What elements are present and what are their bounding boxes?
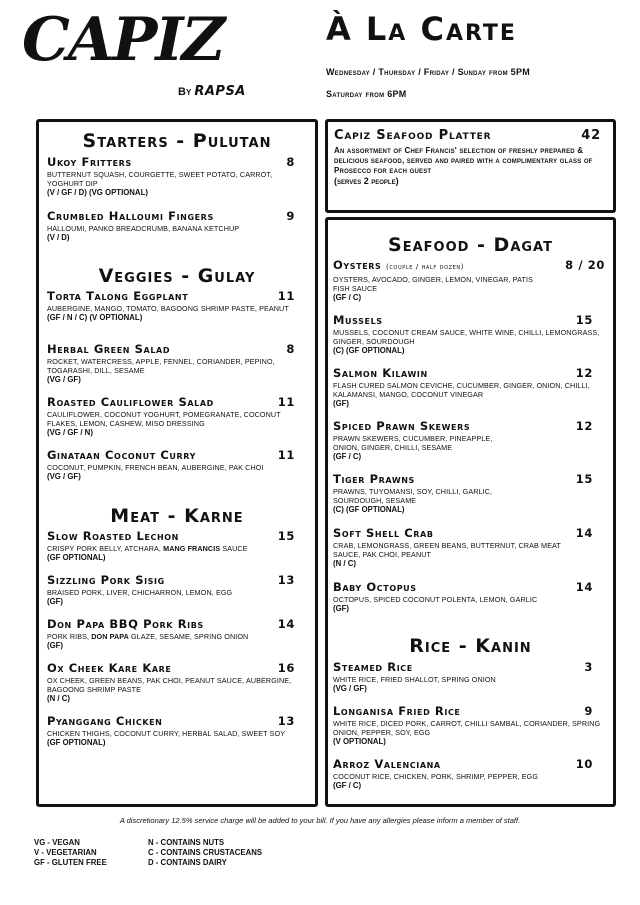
item-tag: (VG / GF / N) — [47, 428, 93, 437]
item-name: Spiced Prawn Skewers — [333, 419, 471, 433]
starters-heading: Starters - Pulutan — [82, 130, 272, 152]
page-title: À La Carte — [326, 10, 517, 48]
menu-item — [333, 580, 605, 614]
item-name: Baby Octopus — [333, 580, 417, 594]
item-desc: OX CHEEK, GREEN BEANS, PAK CHOI, PEANUT SAUCE, AUBERGINE, BAGOONG SHRIMP PASTE — [47, 676, 292, 694]
legend-entry: C - CONTAINS CRUSTACEANS — [148, 848, 263, 857]
item-tag: (GF) — [333, 604, 350, 613]
menu-item — [47, 714, 307, 748]
item-tag: (V OPTIONAL) — [333, 737, 386, 746]
item-name: Slow Roasted Lechon — [47, 529, 179, 543]
item-desc: PRAWNS, TUYOMANSI, SOY, CHILLI, GARLIC, SOURDOUGH, SESAME — [333, 487, 493, 505]
legend-entry: VG - VEGAN — [34, 838, 80, 847]
item-name: Sizzling Pork Sisig — [47, 573, 165, 587]
seafood-heading: Seafood - Dagat — [388, 234, 553, 256]
meat-heading: Meat - Karne — [110, 505, 244, 527]
item-desc: WHITE RICE, FRIED SHALLOT, SPRING ONION — [333, 675, 496, 684]
item-desc: OCTOPUS, SPICED COCONUT POLENTA, LEMON, GARLIC — [333, 595, 538, 604]
legend-entry: N - CONTAINS NUTS — [148, 838, 225, 847]
item-price: 8 — [286, 342, 295, 356]
item-name: Ukoy Fritters — [47, 155, 132, 169]
menu-item — [47, 342, 307, 385]
menu-item — [47, 155, 307, 198]
item-desc: CAULIFLOWER, COCONUT YOGHURT, POMEGRANATE, COCONUT FLAKES, LEMON, CASHEW, MISO DRESSING — [47, 410, 281, 428]
platter-price: 42 — [581, 128, 601, 143]
item-price: 14 — [277, 617, 295, 631]
item-tag: (GF OPTIONAL) — [47, 553, 106, 562]
menu-item — [47, 289, 307, 323]
item-price: 13 — [277, 714, 295, 728]
item-tag: (C) (GF OPTIONAL) — [333, 346, 405, 355]
item-name: Roasted Cauliflower Salad — [47, 395, 214, 409]
legend-entry: GF - GLUTEN FREE — [34, 858, 107, 867]
seafood-platter-panel — [325, 119, 616, 213]
menu-item — [47, 448, 307, 482]
menu-item — [47, 395, 307, 438]
menu-item — [47, 209, 307, 243]
hours-weekday: Wednesday / Thursday / Friday / Sunday from 5PM — [326, 67, 531, 77]
item-desc: CRAB, LEMONGRASS, GREEN BEANS, BUTTERNUT, CRAB MEAT SAUCE, PAK CHOI, PEANUT — [333, 541, 561, 559]
desc-part: GLAZE, SESAME, SPRING ONION — [128, 632, 249, 641]
item-name: Soft Shell Crab — [333, 526, 434, 540]
menu-item — [333, 526, 605, 569]
item-price: 11 — [277, 289, 295, 303]
rice-heading: Rice - Kanin — [409, 635, 532, 657]
desc-part: SAUCE — [220, 544, 248, 553]
legend-entry: V - VEGETARIAN — [34, 848, 97, 857]
item-name: Steamed Rice — [333, 660, 413, 674]
platter-tag: (serves 2 people) — [334, 176, 399, 186]
item-price: 10 — [575, 757, 593, 771]
item-tag: (C) (GF OPTIONAL) — [333, 505, 405, 514]
item-price: 3 — [584, 660, 593, 674]
platter-name: Capiz Seafood Platter — [334, 128, 492, 143]
left-menu-panel — [36, 119, 318, 807]
platter-desc: An assortment of Chef Francis' selection of freshly prepared & delicious seafood, served and paired with a complimentary glass of Prosecco for each guest — [334, 146, 593, 175]
item-name: Salmon Kilawin — [333, 366, 428, 380]
item-desc: BUTTERNUT SQUASH, COURGETTE, SWEET POTATO, CARROT, YOGHURT DIP — [47, 170, 273, 188]
item-price: 15 — [575, 313, 593, 327]
item-desc: PRAWN SKEWERS, CUCUMBER, PINEAPPLE, ONION, GINGER, CHILLI, SESAME — [333, 434, 493, 452]
item-name: Crumbled Halloumi Fingers — [47, 209, 214, 223]
item-desc: CHICKEN THIGHS, COCONUT CURRY, HERBAL SALAD, SWEET SOY — [47, 729, 286, 738]
item-tag: (VG / GF) — [333, 684, 367, 693]
veggies-heading: Veggies - Gulay — [98, 265, 256, 287]
item-tag: (GF / N / C) (V OPTIONAL) — [47, 313, 143, 322]
item-price: 14 — [575, 526, 593, 540]
item-price: 14 — [575, 580, 593, 594]
desc-part: CRISPY PORK BELLY, ATCHARA, — [47, 544, 164, 553]
item-tag: (GF OPTIONAL) — [47, 738, 106, 747]
menu-item — [333, 660, 605, 694]
item-desc — [47, 632, 307, 641]
item-price: 8 — [286, 155, 295, 169]
item-tag: (GF) — [47, 641, 64, 650]
menu-item — [333, 313, 605, 356]
item-name: Herbal Green Salad — [47, 342, 171, 356]
item-desc: AUBERGINE, MANGO, TOMATO, BAGOONG SHRIMP PASTE, PEANUT — [47, 304, 289, 313]
item-desc — [47, 544, 307, 553]
item-price: 13 — [277, 573, 295, 587]
item-price: 12 — [575, 419, 593, 433]
desc-brand: DON PAPA — [91, 632, 129, 641]
item-tag: (N / C) — [333, 559, 356, 568]
item-name: Don Papa BBQ Pork Ribs — [47, 617, 204, 631]
item-tag: (V / D) — [47, 233, 70, 242]
item-desc: COCONUT, PUMPKIN, FRENCH BEAN, AUBERGINE, PAK CHOI — [47, 463, 264, 472]
menu-item — [333, 704, 605, 747]
item-name: Tiger Prawns — [333, 472, 415, 486]
menu-item — [333, 366, 605, 409]
menu-item — [333, 258, 605, 303]
item-desc: ROCKET, WATERCRESS, APPLE, FENNEL, CORIANDER, PEPINO, TOGARASHI, DILL, SESAME — [47, 357, 275, 375]
item-note: (couple / half dozen) — [385, 263, 465, 271]
desc-brand: MANG FRANCIS — [163, 544, 221, 553]
hours-saturday: Saturday from 6PM — [326, 89, 407, 99]
item-tag: (GF) — [333, 399, 350, 408]
item-desc: COCONUT RICE, CHICKEN, PORK, SHRIMP, PEPPER, EGG — [333, 772, 539, 781]
item-tag: (N / C) — [47, 694, 70, 703]
dietary-legend — [34, 838, 107, 868]
menu-item — [47, 529, 307, 563]
legend-entry: D - CONTAINS DAIRY — [148, 858, 227, 867]
item-tag: (GF / C) — [333, 452, 362, 461]
item-tag: (GF) — [47, 597, 64, 606]
item-price: 15 — [575, 472, 593, 486]
menu-item — [47, 573, 307, 607]
item-name: Ox Cheek Kare Kare — [47, 661, 172, 675]
item-desc: OYSTERS, AVOCADO, GINGER, LEMON, VINEGAR, PATIS FISH SAUCE — [333, 275, 533, 293]
item-tag: (GF / C) — [333, 781, 362, 790]
item-desc: MUSSELS, COCONUT CREAM SAUCE, WHITE WINE, CHILLI, LEMONGRASS, GINGER, SOURDOUGH — [333, 328, 600, 346]
item-price: 9 — [286, 209, 295, 223]
item-price: 11 — [277, 395, 295, 409]
item-tag: (V / GF / D) (VG OPTIONAL) — [47, 188, 148, 197]
item-desc: WHITE RICE, DICED PORK, CARROT, CHILLI SAMBAL, CORIANDER, SPRING ONION, PEPPER, SOY, EGG — [333, 719, 601, 737]
item-price: 12 — [575, 366, 593, 380]
menu-item — [47, 617, 307, 651]
menu-item — [333, 472, 605, 515]
menu-item — [47, 661, 307, 704]
capiz-logo: CAPIZ — [22, 5, 224, 75]
item-name: Ginataan Coconut Curry — [47, 448, 196, 462]
item-price: 15 — [277, 529, 295, 543]
partner-name: RAPSA — [194, 84, 246, 99]
by-line — [178, 84, 246, 99]
item-tag: (VG / GF) — [47, 472, 81, 481]
item-name: Arroz Valenciana — [333, 757, 441, 771]
item-price: 11 — [277, 448, 295, 462]
right-menu-panel — [325, 217, 616, 807]
by-label: By — [178, 86, 192, 98]
menu-item — [333, 757, 605, 791]
allergen-legend — [148, 838, 262, 868]
item-price: 8 / 20 — [565, 258, 605, 272]
item-name: Mussels — [333, 313, 383, 327]
item-price: 9 — [584, 704, 593, 718]
item-name: Oysters — [333, 258, 382, 272]
item-desc: HALLOUMI, PANKO BREADCRUMB, BANANA KETCHUP — [47, 224, 240, 233]
desc-part: PORK RIBS, — [47, 632, 92, 641]
item-desc: FLASH CURED SALMON CEVICHE, CUCUMBER, GINGER, ONION, CHILLI, KALAMANSI, MANGO, COCONUT VINEGAR — [333, 381, 590, 399]
item-name: Torta Talong Eggplant — [47, 289, 189, 303]
item-tag: (GF / C) — [333, 293, 362, 302]
menu-item — [333, 419, 605, 462]
item-tag: (VG / GF) — [47, 375, 81, 384]
item-desc: BRAISED PORK, LIVER, CHICHARRON, LEMON, EGG — [47, 588, 233, 597]
item-name: Pyanggang Chicken — [47, 714, 163, 728]
service-charge-note: A discretionary 12.5% service charge will be added to your bill. If you have any allergies please inform a member of staff. — [119, 816, 521, 825]
item-name: Longanisa Fried Rice — [333, 704, 461, 718]
item-price: 16 — [277, 661, 295, 675]
